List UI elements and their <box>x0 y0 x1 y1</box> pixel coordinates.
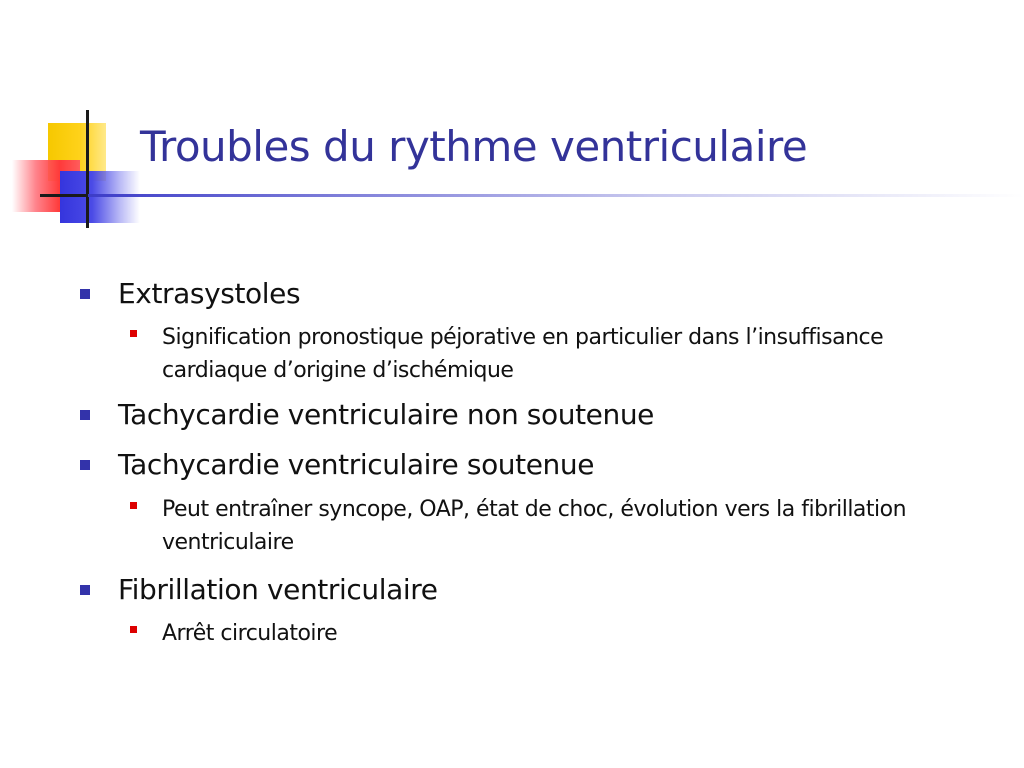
bullet-extrasystoles <box>80 278 980 314</box>
bullet-text: Extrasystoles <box>118 277 301 310</box>
sub-bullet-text: Arrêt circulatoire <box>162 621 338 646</box>
square-bullet-icon <box>130 626 137 633</box>
bullet-tv-non-soutenue <box>80 399 980 435</box>
bullet-text: Fibrillation ventriculaire <box>118 573 438 606</box>
square-bullet-icon <box>80 585 90 595</box>
square-bullet-icon <box>80 289 90 299</box>
square-bullet-icon <box>80 410 90 420</box>
bullet-tv-soutenue <box>80 449 980 485</box>
sub-bullet-text: Peut entraîner syncope, OAP, état de choc, évolution vers la fibrillation ventriculaire <box>162 497 907 555</box>
bullet-text: Tachycardie ventriculaire soutenue <box>118 448 595 481</box>
sub-bullet-text: Signification pronostique péjorative en particulier dans l’insuffisance cardiaque d’origine d’ischémique <box>162 325 884 383</box>
square-bullet-icon <box>80 460 90 470</box>
square-bullet-icon <box>130 502 137 509</box>
bullet-text: Tachycardie ventriculaire non soutenue <box>118 398 654 431</box>
bullet-fibrillation <box>80 574 980 610</box>
square-bullet-icon <box>130 330 137 337</box>
slide-title: Troubles du rythme ventriculaire <box>140 122 808 171</box>
